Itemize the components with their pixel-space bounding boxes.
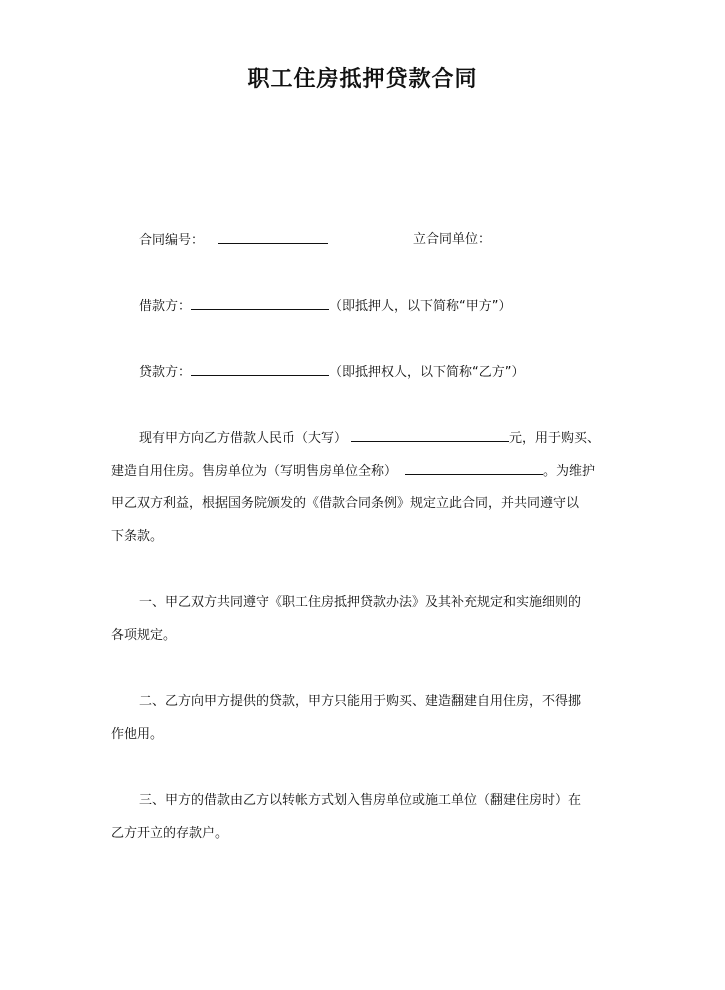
clause-3-line-2 xyxy=(111,825,228,843)
borrower-row xyxy=(139,297,512,316)
contract-number-label: 合同编号： xyxy=(139,233,205,248)
intro-line-1 xyxy=(139,429,600,448)
lender-label: 贷款方： xyxy=(139,365,192,380)
borrower-blank xyxy=(191,297,329,310)
document-title: 职工住房抵押贷款合同 xyxy=(247,67,478,92)
seller-blank xyxy=(405,462,543,475)
clause-1-line-1 xyxy=(139,594,581,612)
intro-line-4 xyxy=(111,528,163,546)
clause-2-text-1: 二、乙方向甲方提供的贷款，甲方只能用于购买、建造翻建自用住房，不得挪 xyxy=(139,694,582,709)
clause-3-text-1: 三、甲方的借款由乙方以转帐方式划入售房单位或施工单位（翻建住房时）在 xyxy=(139,793,582,808)
intro-line-2 xyxy=(111,462,595,481)
intro-text-3: 建造自用住房。售房单位为（写明售房单位全称） xyxy=(111,464,398,479)
lender-row xyxy=(139,363,525,382)
borrower-label: 借款方： xyxy=(139,299,192,314)
borrower-note: （即抵押人，以下简称“甲方”） xyxy=(329,299,512,314)
clause-1-line-2 xyxy=(111,627,176,645)
contract-number-row xyxy=(139,231,328,250)
lender-blank xyxy=(191,363,329,376)
intro-text-2: 元，用于购买、 xyxy=(509,431,601,446)
lender-note: （即抵押权人，以下简称“乙方”） xyxy=(329,365,525,380)
clause-2-line-1 xyxy=(139,693,581,711)
amount-blank xyxy=(351,429,509,442)
clause-2-line-2 xyxy=(111,726,163,744)
intro-text-1: 现有甲方向乙方借款人民币（大写） xyxy=(139,431,348,446)
intro-text-5: 甲乙双方利益，根据国务院颁发的《借款合同条例》规定立此合同，并共同遵守以 xyxy=(111,496,580,511)
signing-unit-label: 立合同单位： xyxy=(413,232,492,247)
clause-1-text-2: 各项规定。 xyxy=(111,628,177,643)
intro-line-3 xyxy=(111,495,579,513)
intro-text-4: 。为维护 xyxy=(543,464,596,479)
clause-3-line-1 xyxy=(139,792,581,810)
clause-3-text-2: 乙方开立的存款户。 xyxy=(111,826,229,841)
intro-text-6: 下条款。 xyxy=(111,529,164,544)
clause-2-text-2: 作他用。 xyxy=(111,727,164,742)
signing-unit-row xyxy=(413,231,491,249)
contract-number-blank xyxy=(218,231,328,244)
clause-1-text-1: 一、甲乙双方共同遵守《职工住房抵押贷款办法》及其补充规定和实施细则的 xyxy=(139,595,582,610)
